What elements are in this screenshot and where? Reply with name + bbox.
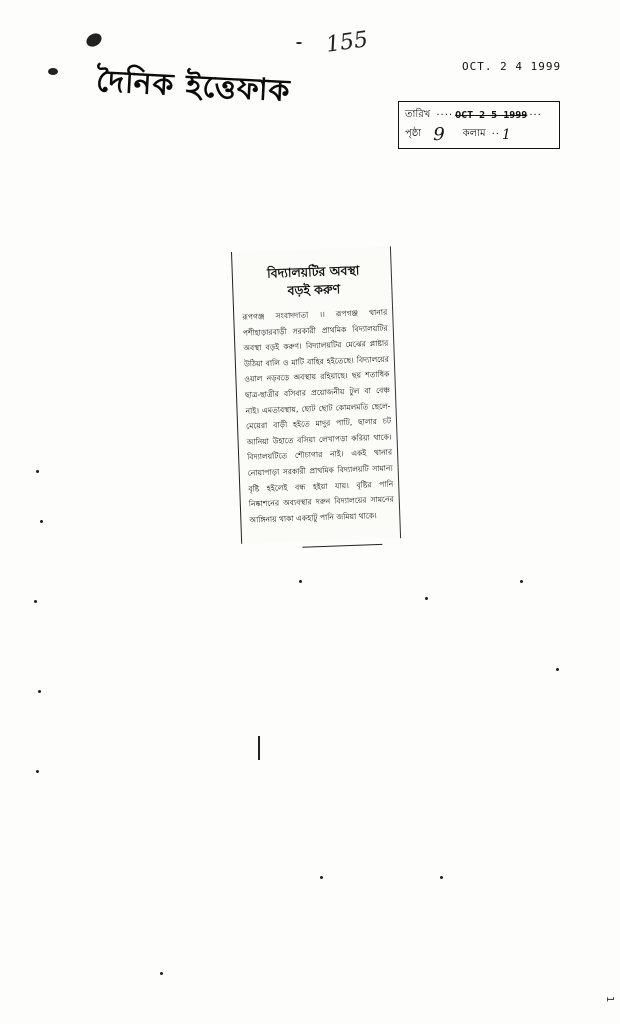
ink-dot: [556, 668, 559, 671]
stamp-leader-dots: ··: [491, 129, 500, 140]
article-paragraph: রূপগঞ্জ সংবাদদাতা ।। রূপগঞ্জ থানার পশীহাড়ারবাড়ী সরকারী প্রাথমিক বিদ্যালয়টির অবস্থা বড়ই করুণ। বিদ্যালয়টির মেঝের প্লাষ্টার উঠিয়া বালি ও মাটি বাহির হইতেছে। বিদ্যালয়ের ওয়াল নড়বড়ে অবস্থায় রহিয়াছে। ছয় শতাধিক ছাত্র-ছাত্রীর বসিবার প্রয়োজনীয় টুল বা বেঞ্চ নাই। এমতাবস্থায়, ছোট ছোট কোমলমতি ছেলে-মেয়েরা বাড়ী হইতে মাদুর পাটি, ছালার চট আনিয়া উহাতে বসিয়া লেখাপড়া করিয়া থাকে। বিদ্যালয়টিতে শৌচাগার নাই। একই থানার নোয়াপাড়া সরকারী প্রাথমিক বিদ্যালয়টি সামান্য বৃষ্টি হইলেই বন্ধ হইয়া যায়। বৃষ্টির পানি নিষ্কাশনের অব্যবস্থার দরুন বিদ্যালয়ের সামনের আঙ্গিনায় থাকা একহাটু পানি জমিয়া থাকে।: [242, 307, 394, 525]
ink-dot: [38, 690, 41, 693]
stamp-leader-dots: ···: [529, 110, 542, 121]
ink-dot: [440, 876, 443, 879]
ink-dot: [34, 600, 37, 603]
stamp-leader-dots: ····: [436, 110, 454, 121]
ink-dot: [299, 580, 302, 583]
ink-dot: [296, 42, 302, 44]
ink-dot: [40, 520, 43, 523]
ink-dot: [425, 597, 428, 600]
stamp-page-label: পৃষ্ঠা: [405, 128, 422, 139]
stamp-column-value: 1: [501, 126, 511, 143]
newspaper-masthead: দৈনিক ইত্তেফাক: [95, 63, 292, 110]
stamp-page-value: 9: [433, 124, 445, 145]
stamp-date-value: OCT 2 5 1999: [455, 110, 528, 121]
ink-blot: [84, 31, 104, 49]
headline-line-1: বিদ্যালয়টির অবস্থা: [266, 262, 360, 281]
clipping-stamp: [398, 101, 560, 149]
ink-dot: [36, 470, 39, 473]
article-headline: [240, 261, 386, 302]
ink-blot: [48, 68, 58, 75]
stamp-column-label: কলাম: [462, 128, 486, 139]
headline-line-2: বড়ই করুণ: [287, 281, 341, 299]
ink-dot: [320, 876, 323, 879]
handwritten-number: 155: [324, 27, 370, 58]
stamp-date-label: তারিখ: [405, 109, 431, 120]
article-body: [242, 305, 395, 528]
clipping-bottom-rule: [302, 544, 382, 548]
ink-dot: [160, 972, 163, 975]
ink-dot: [520, 580, 523, 583]
ink-mark: [258, 736, 260, 760]
received-date-stamp: OCT. 2 4 1999: [462, 60, 562, 73]
ink-dot: [36, 770, 39, 773]
page-number: 1: [604, 996, 615, 1003]
news-clipping: [231, 246, 401, 543]
